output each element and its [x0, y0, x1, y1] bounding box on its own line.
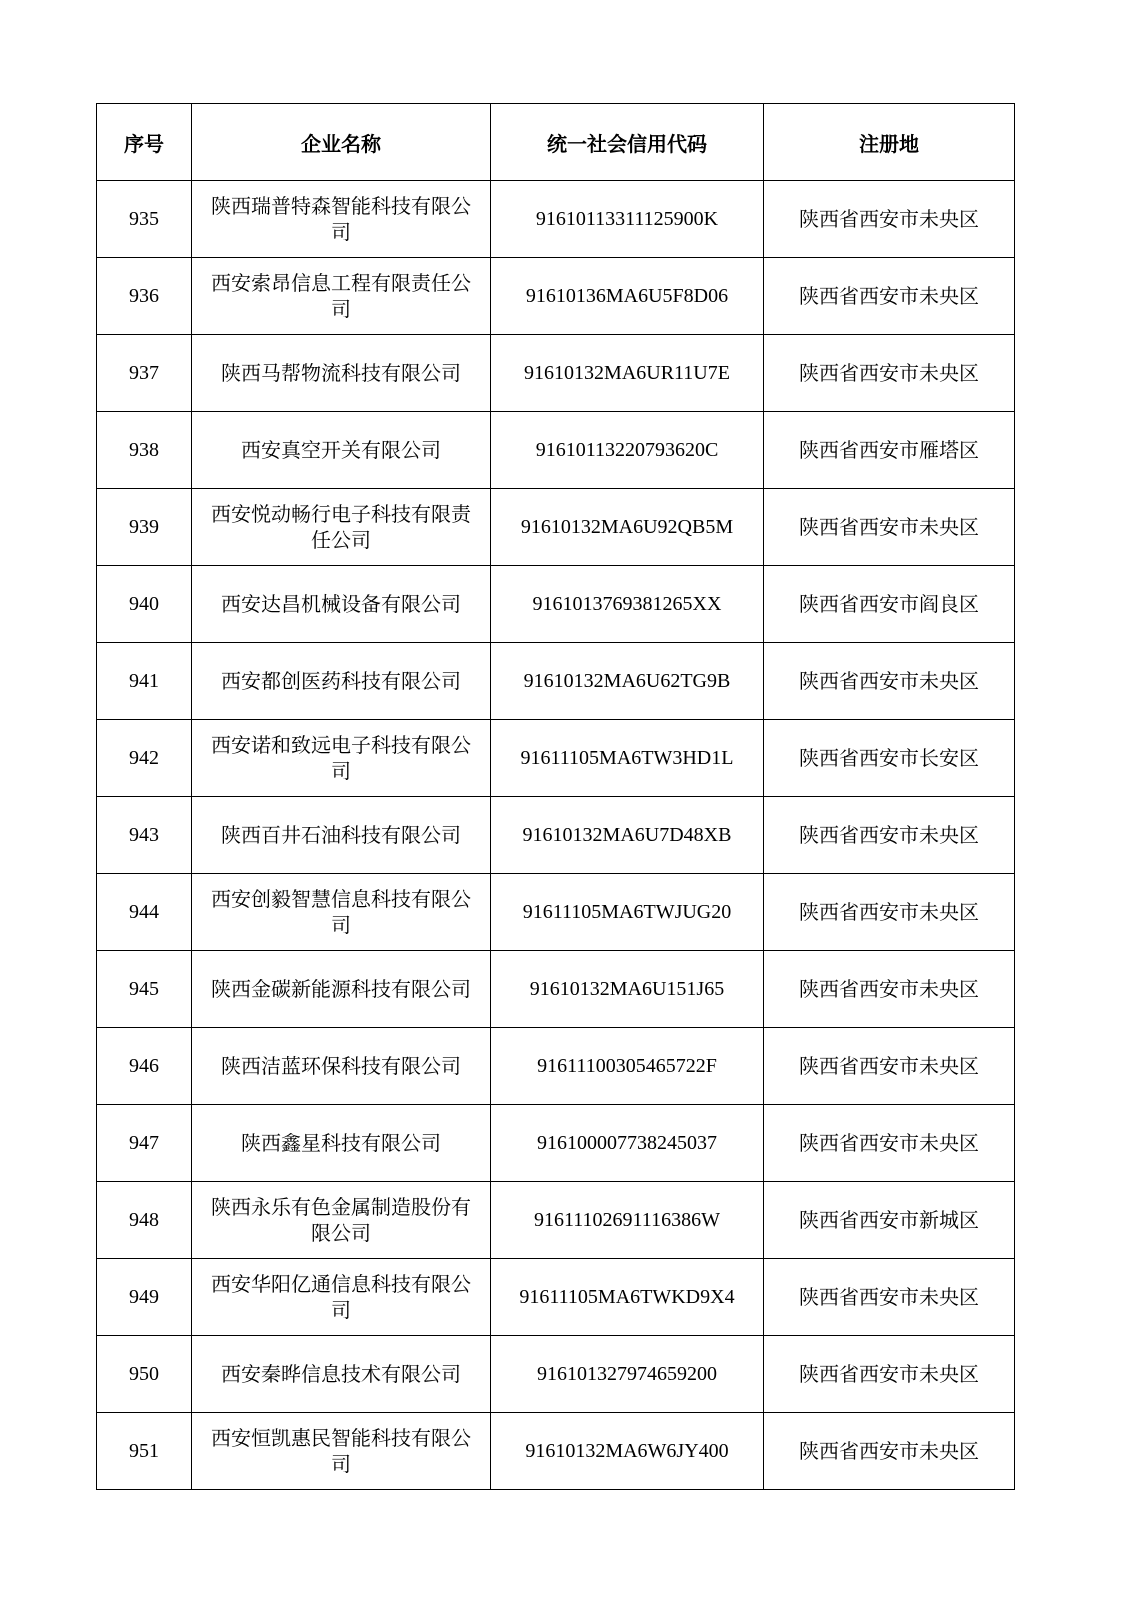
cell-seq: 937: [97, 335, 192, 412]
cell-enterprise-name: 陕西瑞普特森智能科技有限公司: [192, 181, 491, 258]
table-row: [97, 335, 1015, 412]
cell-registered-address: 陕西省西安市雁塔区: [764, 412, 1015, 489]
table-row: [97, 1105, 1015, 1182]
cell-registered-address: 陕西省西安市新城区: [764, 1182, 1015, 1259]
cell-registered-address: 陕西省西安市未央区: [764, 258, 1015, 335]
table-row: [97, 566, 1015, 643]
cell-credit-code: 91610113220793620C: [491, 412, 764, 489]
cell-credit-code: 91610132MA6W6JY400: [491, 1413, 764, 1490]
cell-registered-address: 陕西省西安市未央区: [764, 1413, 1015, 1490]
table-row: [97, 1182, 1015, 1259]
cell-enterprise-name: 陕西洁蓝环保科技有限公司: [192, 1028, 491, 1105]
cell-enterprise-name: 西安真空开关有限公司: [192, 412, 491, 489]
table-row: [97, 489, 1015, 566]
table-row: [97, 874, 1015, 951]
cell-enterprise-name: 陕西马帮物流科技有限公司: [192, 335, 491, 412]
cell-credit-code: 91610132MA6U92QB5M: [491, 489, 764, 566]
table-row: [97, 720, 1015, 797]
cell-seq: 951: [97, 1413, 192, 1490]
cell-seq: 942: [97, 720, 192, 797]
table-body: [97, 181, 1015, 1490]
cell-seq: 935: [97, 181, 192, 258]
cell-registered-address: 陕西省西安市未央区: [764, 643, 1015, 720]
cell-registered-address: 陕西省西安市未央区: [764, 1259, 1015, 1336]
cell-seq: 936: [97, 258, 192, 335]
cell-credit-code: 91610132MA6U7D48XB: [491, 797, 764, 874]
cell-enterprise-name: 西安达昌机械设备有限公司: [192, 566, 491, 643]
cell-registered-address: 陕西省西安市未央区: [764, 335, 1015, 412]
cell-enterprise-name: 西安索昂信息工程有限责任公司: [192, 258, 491, 335]
table-row: [97, 1259, 1015, 1336]
cell-credit-code: 916101327974659200: [491, 1336, 764, 1413]
cell-enterprise-name: 西安诺和致远电子科技有限公司: [192, 720, 491, 797]
cell-seq: 938: [97, 412, 192, 489]
table-row: [97, 181, 1015, 258]
cell-credit-code: 9161013769381265XX: [491, 566, 764, 643]
cell-registered-address: 陕西省西安市未央区: [764, 874, 1015, 951]
cell-enterprise-name: 西安华阳亿通信息科技有限公司: [192, 1259, 491, 1336]
cell-credit-code: 91611100305465722F: [491, 1028, 764, 1105]
table-row: [97, 258, 1015, 335]
table-row: [97, 1336, 1015, 1413]
cell-enterprise-name: 陕西永乐有色金属制造股份有限公司: [192, 1182, 491, 1259]
cell-seq: 947: [97, 1105, 192, 1182]
cell-registered-address: 陕西省西安市未央区: [764, 489, 1015, 566]
cell-credit-code: 91611105MA6TW3HD1L: [491, 720, 764, 797]
cell-seq: 949: [97, 1259, 192, 1336]
cell-registered-address: 陕西省西安市阎良区: [764, 566, 1015, 643]
cell-credit-code: 91611105MA6TWJUG20: [491, 874, 764, 951]
cell-credit-code: 91610136MA6U5F8D06: [491, 258, 764, 335]
cell-credit-code: 91610113311125900K: [491, 181, 764, 258]
cell-registered-address: 陕西省西安市未央区: [764, 181, 1015, 258]
cell-credit-code: 91610132MA6U151J65: [491, 951, 764, 1028]
header-row: [97, 104, 1015, 181]
cell-seq: 948: [97, 1182, 192, 1259]
table-row: [97, 643, 1015, 720]
cell-credit-code: 91611102691116386W: [491, 1182, 764, 1259]
cell-credit-code: 91610132MA6U62TG9B: [491, 643, 764, 720]
table-row: [97, 951, 1015, 1028]
cell-seq: 950: [97, 1336, 192, 1413]
table-row: [97, 1028, 1015, 1105]
cell-seq: 945: [97, 951, 192, 1028]
table-header: [97, 104, 1015, 181]
table-row: [97, 412, 1015, 489]
cell-seq: 941: [97, 643, 192, 720]
cell-enterprise-name: 西安创毅智慧信息科技有限公司: [192, 874, 491, 951]
cell-seq: 946: [97, 1028, 192, 1105]
cell-seq: 940: [97, 566, 192, 643]
cell-registered-address: 陕西省西安市未央区: [764, 951, 1015, 1028]
header-seq: 序号: [97, 104, 192, 181]
cell-registered-address: 陕西省西安市长安区: [764, 720, 1015, 797]
cell-enterprise-name: 西安恒凯惠民智能科技有限公司: [192, 1413, 491, 1490]
cell-enterprise-name: 西安都创医药科技有限公司: [192, 643, 491, 720]
cell-registered-address: 陕西省西安市未央区: [764, 1336, 1015, 1413]
cell-enterprise-name: 西安悦动畅行电子科技有限责任公司: [192, 489, 491, 566]
header-name: 企业名称: [192, 104, 491, 181]
table-row: [97, 1413, 1015, 1490]
cell-seq: 939: [97, 489, 192, 566]
cell-registered-address: 陕西省西安市未央区: [764, 1028, 1015, 1105]
cell-registered-address: 陕西省西安市未央区: [764, 797, 1015, 874]
cell-enterprise-name: 陕西鑫星科技有限公司: [192, 1105, 491, 1182]
cell-enterprise-name: 陕西金碳新能源科技有限公司: [192, 951, 491, 1028]
header-address: 注册地: [764, 104, 1015, 181]
enterprise-table: [96, 103, 1015, 1490]
cell-enterprise-name: 陕西百井石油科技有限公司: [192, 797, 491, 874]
cell-seq: 943: [97, 797, 192, 874]
table-row: [97, 797, 1015, 874]
cell-credit-code: 91611105MA6TWKD9X4: [491, 1259, 764, 1336]
cell-seq: 944: [97, 874, 192, 951]
cell-credit-code: 916100007738245037: [491, 1105, 764, 1182]
cell-registered-address: 陕西省西安市未央区: [764, 1105, 1015, 1182]
header-code: 统一社会信用代码: [491, 104, 764, 181]
cell-credit-code: 91610132MA6UR11U7E: [491, 335, 764, 412]
cell-enterprise-name: 西安秦晔信息技术有限公司: [192, 1336, 491, 1413]
